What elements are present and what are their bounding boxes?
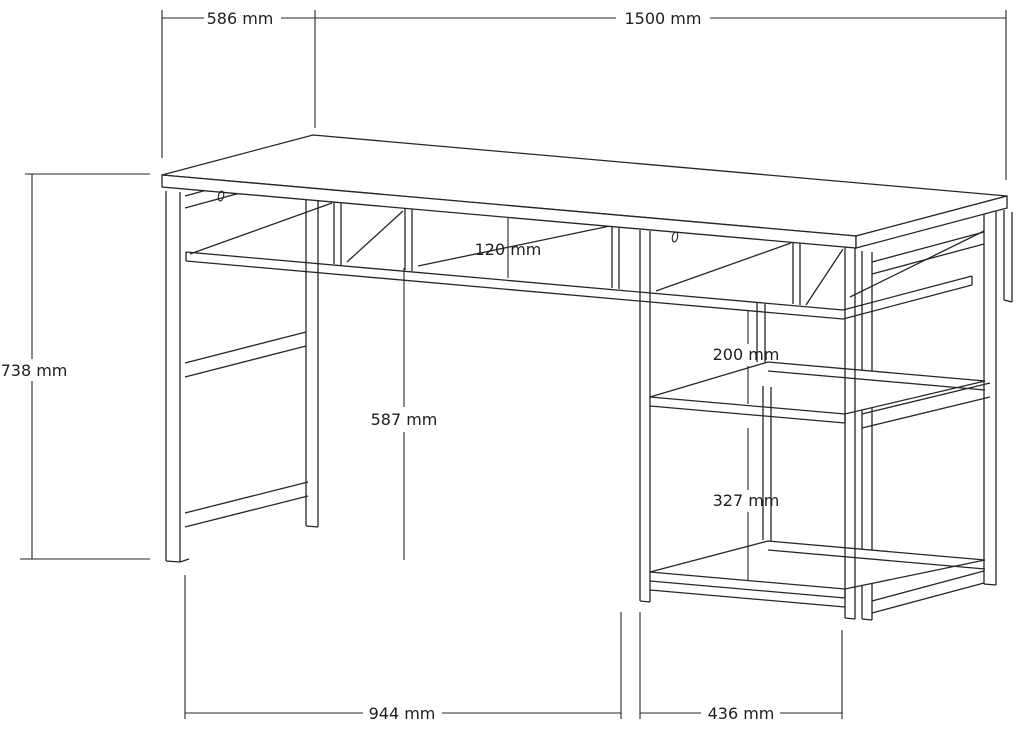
dim-knee-clearance-label: 587 mm	[370, 410, 438, 429]
dim-pedestal-width-lines	[640, 612, 842, 719]
cubby-diagonal	[190, 203, 332, 254]
dim-top-depth-lines	[162, 10, 315, 158]
dim-pedestal-width-label: 436 mm	[707, 704, 775, 723]
dim-top-width-label: 1500 mm	[624, 9, 702, 28]
dimension-labels	[1, 9, 780, 723]
dim-upper-shelf-gap-label: 200 mm	[712, 345, 780, 364]
dim-lower-shelf-gap-label: 327 mm	[712, 491, 780, 510]
dim-knee-space-width-label: 944 mm	[368, 704, 436, 723]
pedestal-mid-shelf	[650, 362, 985, 414]
dim-cubby-height-label: 120 mm	[474, 240, 542, 259]
dimension-lines	[20, 10, 1006, 719]
dim-overall-height-label: 738 mm	[0, 361, 68, 380]
dim-knee-width-lines	[185, 575, 621, 719]
pedestal	[640, 230, 985, 619]
pedestal-left-wall	[640, 230, 650, 602]
screw-hole-icon	[671, 232, 678, 243]
dim-top-depth-label: 586 mm	[206, 9, 274, 28]
left-frame	[166, 152, 318, 562]
cubby-divider	[334, 202, 341, 265]
